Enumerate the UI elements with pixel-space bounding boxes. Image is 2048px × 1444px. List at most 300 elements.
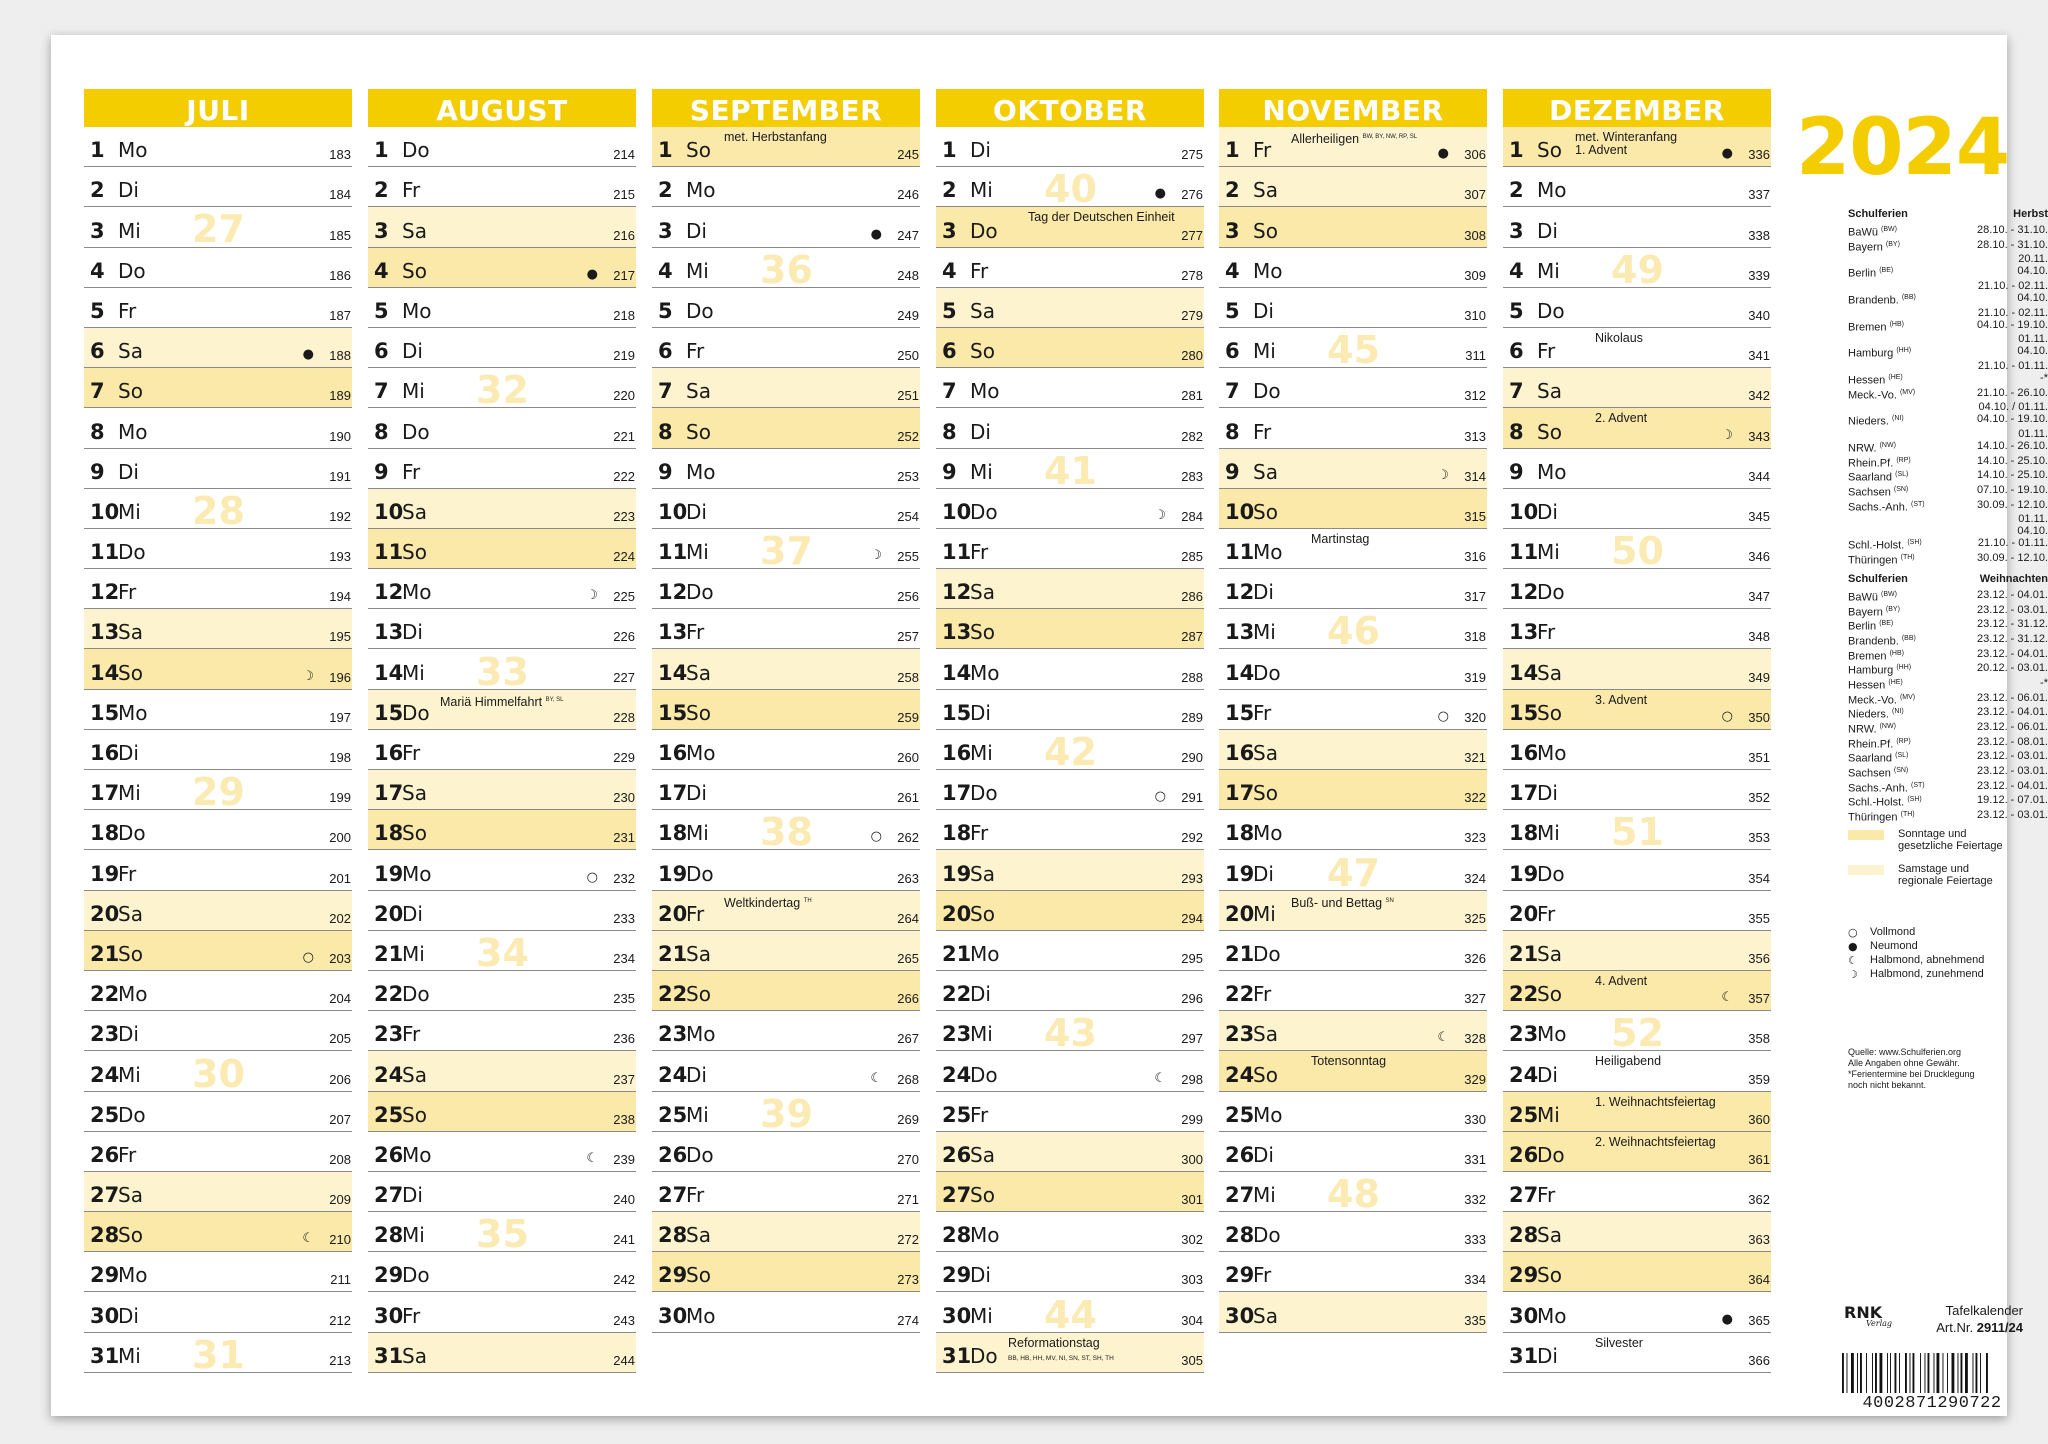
weekday-name: Mo [1537,1022,1567,1047]
day-number: 13 [1509,620,1539,645]
day-row [936,248,1204,288]
day-row [1503,408,1771,448]
day-row [1503,1292,1771,1332]
weekday-name: Mo [1253,821,1283,846]
day-number: 11 [374,540,404,565]
day-row [368,1252,636,1292]
day-row [1219,248,1487,288]
day-row [1219,1051,1487,1091]
neumond-moon-icon: ● [870,226,882,242]
weekday-name: Fr [970,1102,989,1127]
day-number: 16 [1509,741,1539,765]
day-number: 5 [374,298,389,323]
holiday-label [1291,895,1394,910]
weekday-name: Mi [1253,901,1276,926]
weekday-name: Di [118,178,139,203]
day-number: 12 [90,580,120,605]
weekday-name: Fr [1253,138,1272,163]
day-row [1503,449,1771,489]
day-number: 10 [658,499,688,524]
day-number: 8 [1509,419,1524,444]
legend-saturday [1848,863,2003,887]
weekday-name: Sa [1253,741,1278,765]
ferien-state-code: (HH) [1896,664,1912,672]
day-of-year: 288 [1181,669,1203,685]
day-row [1219,368,1487,408]
day-number: 19 [942,861,972,886]
day-row [1503,328,1771,368]
barcode-bar [1851,1353,1854,1393]
day-number: 13 [374,620,404,645]
ferien-state-code: (BB) [1901,634,1916,642]
ferien-state-code: (TH) [1900,810,1915,818]
barcode-bar [1920,1353,1921,1393]
day-number: 18 [90,821,120,846]
weekday-name: Di [118,459,139,484]
day-number: 4 [90,258,105,283]
weekday-name: Sa [686,1223,711,1248]
ferien-range: 23.12. - 03.01. [1977,764,2048,777]
day-number: 13 [658,620,688,645]
week-number: 38 [760,810,813,855]
barcode-bar [1890,1353,1891,1393]
weekday-name: Do [1537,1142,1565,1167]
legend-sunday-swatch [1848,830,1884,840]
weekday-name: Di [402,901,423,926]
weekday-name: So [1537,138,1562,163]
day-row [368,1333,636,1373]
ferien-state-code: (RP) [1896,456,1911,464]
day-row [936,931,1204,971]
day-row [652,1292,920,1332]
weekday-name: Mo [1253,1102,1283,1127]
source-line2: Alle Angaben ohne Gewähr. [1848,1058,1960,1068]
day-number: 6 [942,339,957,364]
day-of-year: 345 [1748,508,1770,524]
weekday-name: Sa [118,1183,143,1208]
product-name: Tafelkalender [1945,1303,2023,1318]
weekday-name: Sa [686,379,711,404]
day-row [368,449,636,489]
day-of-year: 305 [1181,1352,1203,1368]
day-of-year: 186 [329,267,351,283]
day-of-year: 323 [1464,830,1486,846]
neumond-moon-icon: ● [302,347,314,363]
day-number: 10 [90,499,120,524]
day-number: 17 [658,781,688,806]
day-row [1503,971,1771,1011]
week-number: 30 [192,1051,245,1096]
day-of-year: 351 [1748,750,1770,765]
day-number: 7 [90,379,105,404]
day-number: 6 [90,339,105,364]
ferien-state-code: (HH) [1896,347,1912,355]
day-row [1503,1051,1771,1091]
ferien-state-code: (ST) [1910,781,1925,789]
barcode-bar [1905,1353,1907,1393]
weekday-name: Di [1537,1062,1558,1087]
ferien-state-name: Sachsen [1848,486,1891,499]
day-row [1219,288,1487,328]
day-of-year: 282 [1181,428,1203,444]
ferien-state [1848,765,1908,780]
holiday-text: Silvester [1595,1335,1643,1350]
holiday-label [724,131,827,144]
day-row [936,368,1204,408]
weekday-name: Mo [1537,1303,1567,1328]
holiday-text: 2. Weihnachtsfeiertag [1595,1134,1716,1149]
day-of-year: 214 [613,147,635,163]
day-row [368,810,636,850]
day-row [368,931,636,971]
weekday-name: Mi [402,941,425,966]
weekday-name: Fr [402,178,421,203]
day-row [936,1011,1204,1051]
day-of-year: 325 [1464,910,1486,926]
day-of-year: 355 [1748,910,1770,926]
day-number: 17 [942,781,972,806]
day-number: 1 [942,138,957,163]
day-number: 11 [942,540,972,565]
legend-sunday-line1: Sonntage und [1898,828,1967,840]
day-number: 6 [1225,339,1240,364]
day-of-year: 316 [1464,549,1486,565]
weekday-name: Do [1537,861,1565,886]
day-of-year: 341 [1748,348,1770,364]
day-row [1219,529,1487,569]
day-of-year: 324 [1464,870,1486,886]
ferien-state [1848,499,1925,514]
day-number: 30 [1509,1303,1539,1328]
schulferien-weihnachten [1848,573,2048,824]
day-number: 24 [90,1062,120,1087]
day-of-year: 286 [1181,589,1203,605]
week-number: 41 [1044,448,1097,493]
day-of-year: 306 [1464,147,1486,163]
ferien-state-name: Schl.-Holst. [1848,796,1905,809]
day-number: 29 [942,1263,972,1288]
abnehmend-moon-icon: ☾ [302,1231,314,1247]
day-of-year: 207 [329,1111,351,1127]
weekday-name: Di [1537,1343,1558,1368]
weekday-name: Di [970,1263,991,1288]
day-of-year: 338 [1748,227,1770,243]
weekday-name: Sa [1537,660,1562,685]
vollmond-moon-icon: ○ [1154,789,1166,805]
ferien-state-name: Brandenb. [1848,635,1899,648]
weekday-name: Do [686,580,714,605]
ferien-weihnachten-header-right: Weihnachten [1979,573,2048,585]
day-row [652,1172,920,1212]
day-row [1219,891,1487,931]
ferien-state-name: Saarland [1848,471,1893,484]
day-number: 19 [90,861,120,886]
ferien-range: 14.10. - 25.10. [1977,454,2048,467]
weekday-name: Mo [686,178,716,203]
ferien-state-name: NRW. [1848,442,1877,455]
day-of-year: 189 [329,388,351,404]
weekday-name: Di [1253,580,1274,605]
day-number: 7 [374,379,389,404]
weekday-name: Mo [118,419,148,444]
day-number: 1 [90,138,105,163]
ferien-state-name: Hessen [1848,679,1886,692]
barcode-bar [1925,1353,1926,1393]
day-number: 25 [90,1102,120,1127]
weekday-name: So [686,982,711,1007]
day-row [84,850,352,890]
day-row [936,730,1204,770]
barcode-bar [1866,1353,1867,1393]
day-of-year: 216 [613,227,635,243]
vollmond-moon-icon: ○ [1437,708,1449,724]
day-of-year: 294 [1181,910,1203,926]
day-row [652,730,920,770]
holiday-label [1595,975,1647,988]
day-number: 9 [942,459,957,484]
day-number: 17 [1225,781,1255,806]
legend-sunday [1848,828,2003,852]
barcode-bar [1934,1353,1935,1393]
day-row [652,368,920,408]
day-number: 15 [1225,700,1255,725]
day-row [84,1252,352,1292]
day-number: 29 [658,1263,688,1288]
publisher-logo-text: RNK [1844,1303,1883,1322]
weekday-name: Do [686,861,714,886]
ferien-state-code: (BY) [1885,240,1900,248]
day-row [1503,207,1771,247]
day-row [368,127,636,167]
ferien-range: 04.10. / 01.11. [1978,401,2048,414]
ferien-state-name: Brandenb. [1848,294,1899,307]
day-number: 13 [90,620,120,645]
ferien-state-name: Schl.-Holst. [1848,539,1905,552]
day-of-year: 326 [1464,950,1486,966]
day-row [1219,1132,1487,1172]
day-row [368,1092,636,1132]
day-row [1503,730,1771,770]
ferien-row [1848,372,2048,387]
ferien-row [1848,401,2048,413]
ferien-row [1848,765,2048,780]
ferien-range: 21.10. - 26.10. [1977,386,2048,399]
day-of-year: 296 [1181,991,1203,1007]
ferien-herbst-header-right: Herbst [2013,208,2048,220]
day-number: 22 [374,982,404,1007]
day-of-year: 339 [1748,267,1770,283]
day-number: 7 [658,379,673,404]
ferien-state-name: Meck.-Vo. [1848,694,1897,707]
ferien-row [1848,618,2048,633]
day-of-year: 188 [329,348,351,364]
day-of-year: 247 [897,227,919,243]
day-number: 19 [374,861,404,886]
ferien-state [1848,372,1903,387]
day-of-year: 270 [897,1151,919,1167]
weekday-name: Do [1537,580,1565,605]
day-row [1503,649,1771,689]
day-of-year: 237 [613,1071,635,1087]
day-of-year: 277 [1181,227,1203,243]
weekday-name: Di [118,1303,139,1328]
day-row [1219,850,1487,890]
day-row [936,569,1204,609]
day-number: 23 [658,1022,688,1047]
ferien-row [1848,307,2048,319]
day-number: 30 [90,1303,120,1328]
day-number: 26 [374,1142,404,1167]
day-of-year: 343 [1748,428,1770,444]
day-number: 21 [942,941,972,966]
ferien-state [1848,345,1911,360]
ferien-state-code: (RP) [1896,737,1911,745]
ferien-state-code: (BY) [1885,605,1900,613]
weekday-name: Fr [118,580,137,605]
day-of-year: 258 [897,669,919,685]
day-of-year: 197 [329,709,351,725]
holiday-label [1575,131,1677,157]
day-number: 9 [90,459,105,484]
day-number: 23 [1509,1022,1539,1047]
day-number: 15 [374,700,404,725]
day-number: 2 [942,178,957,203]
day-number: 3 [1225,218,1240,243]
weekday-name: Mo [1537,741,1567,765]
day-of-year: 364 [1748,1272,1770,1288]
day-row [652,1132,920,1172]
holiday-label [1311,533,1369,546]
day-number: 3 [942,218,957,243]
day-row [652,569,920,609]
ferien-range: 01.11. [2018,333,2048,346]
holiday-states: BY, SL [545,696,564,703]
day-row [84,127,352,167]
weekday-name: Mi [1537,1102,1560,1127]
weekday-name: Di [402,620,423,645]
ferien-range: 04.10. - 19.10. [1977,413,2048,426]
zunehmend-moon-icon: ☽ [1437,467,1449,483]
day-of-year: 299 [1181,1111,1203,1127]
weekday-name: Mi [1537,540,1560,565]
day-of-year: 310 [1464,307,1486,323]
weekday-name: Do [686,1142,714,1167]
ferien-range: 01.11. [2018,427,2048,440]
day-of-year: 354 [1748,870,1770,886]
week-number: 44 [1044,1292,1097,1337]
ferien-state-name: NRW. [1848,723,1877,736]
day-row [84,931,352,971]
weekday-name: Mo [402,1142,432,1167]
day-row [1503,609,1771,649]
day-number: 30 [942,1303,972,1328]
holiday-text: Reformationstag [1008,1335,1100,1350]
day-of-year: 357 [1748,991,1770,1007]
day-number: 6 [374,339,389,364]
day-number: 3 [658,218,673,243]
ferien-range: 23.12. - 31.12. [1977,618,2048,631]
day-row [368,1051,636,1091]
ferien-row [1848,750,2048,765]
day-number: 24 [1509,1062,1539,1087]
holiday-label [1311,1055,1386,1068]
day-of-year: 292 [1181,830,1203,846]
day-of-year: 199 [329,790,351,806]
day-row [936,1172,1204,1212]
weekday-name: So [402,821,427,846]
weekday-name: So [118,1223,143,1248]
ferien-range: 21.10. - 01.11. [1977,359,2048,372]
day-number: 22 [90,982,120,1007]
day-number: 3 [1509,218,1524,243]
day-number: 23 [1225,1022,1255,1047]
day-number: 2 [1509,178,1524,203]
day-number: 7 [1225,379,1240,404]
day-number: 9 [658,459,673,484]
ferien-row [1848,648,2048,663]
weekday-name: Di [118,741,139,765]
day-of-year: 336 [1748,147,1770,163]
ferien-state-name: Sachs.-Anh. [1848,501,1908,514]
day-row [936,1051,1204,1091]
week-number: 37 [760,529,813,573]
weekday-name: Di [970,419,991,444]
day-row [84,1333,352,1373]
barcode-bar [1986,1353,1988,1393]
day-number: 22 [942,982,972,1007]
day-of-year: 191 [329,468,351,484]
day-number: 6 [1509,339,1524,364]
day-row [652,1212,920,1252]
full-moon-icon: ○ [1848,925,1858,939]
day-row [1503,1212,1771,1252]
week-number: 50 [1611,529,1664,573]
source-line4: noch nicht bekannt. [1848,1080,1927,1090]
ferien-state-name: Thüringen [1848,554,1898,567]
weekday-name: Fr [1253,982,1272,1007]
day-row [1219,127,1487,167]
day-of-year: 255 [897,549,919,565]
day-number: 29 [1225,1263,1255,1288]
ferien-state-code: (HB) [1889,649,1904,657]
zunehmend-moon-icon: ☽ [586,588,598,604]
day-number: 23 [942,1022,972,1047]
barcode-bar [1847,1353,1848,1393]
ferien-state-name: BaWü [1848,226,1878,239]
ferien-state-code: (HB) [1889,320,1904,328]
holiday-text: Allerheiligen [1291,132,1360,147]
weekday-name: Sa [970,580,995,605]
barcode-bar [1943,1353,1944,1393]
source-line3: *Ferientermine bei Drucklegung [1848,1069,1975,1079]
day-of-year: 268 [897,1071,919,1087]
day-of-year: 223 [613,508,635,524]
neumond-moon-icon: ● [1154,186,1166,202]
day-number: 16 [90,741,120,765]
day-number: 19 [1509,861,1539,886]
day-row [652,1092,920,1132]
holiday-states: BW, BY, NW, RP, SL [1362,134,1418,140]
day-row [936,971,1204,1011]
vollmond-moon-icon: ○ [302,949,314,965]
ferien-range: 23.12. - 03.01. [1977,808,2048,821]
day-of-year: 241 [613,1232,635,1248]
day-number: 11 [658,540,688,565]
ferien-range: 23.12. - 03.01. [1977,603,2048,616]
day-of-year: 361 [1748,1151,1770,1167]
ferien-range: 04.10. [2017,291,2048,304]
day-row [84,690,352,730]
